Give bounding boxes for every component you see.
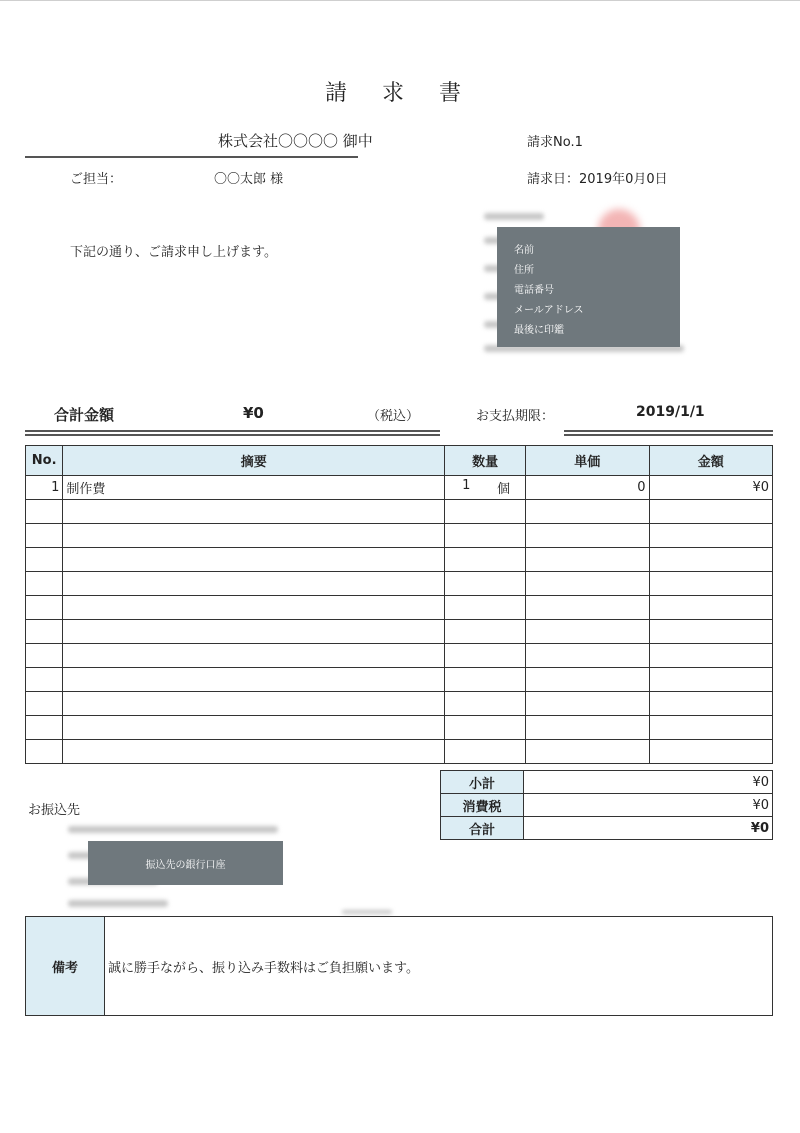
total-amount-label: 合計金額: [54, 406, 115, 424]
addressee-underline: [25, 156, 358, 158]
invoice-date: 請求日：2019年0月0日: [527, 172, 668, 187]
grand-total-value: ¥0: [524, 817, 773, 840]
tax-label: 消費税: [441, 794, 524, 817]
row-description: 制作費: [63, 476, 445, 500]
total-amount-value: ¥0: [243, 404, 264, 422]
table-row: [26, 524, 773, 548]
remarks-table: [25, 916, 773, 1016]
table-row: [26, 644, 773, 668]
items-table: [25, 445, 773, 764]
tax-included-note: （税込）: [367, 409, 420, 424]
header-amount: 金額: [649, 446, 772, 476]
row-qty-unit: 個: [497, 482, 511, 497]
subtotal-value: ¥0: [524, 771, 773, 794]
row-unit-price: 0: [526, 476, 649, 500]
table-row: [26, 668, 773, 692]
due-date-label: お支払期限：: [476, 409, 555, 424]
summary-table: [440, 770, 773, 840]
row-quantity: [445, 476, 526, 500]
header-description: 摘要: [63, 446, 445, 476]
table-row: [26, 548, 773, 572]
row-no: 1: [26, 476, 63, 500]
table-row: [26, 692, 773, 716]
subtotal-label: 小計: [441, 771, 524, 794]
total-double-underline: [25, 430, 440, 432]
header-quantity: 数量: [445, 446, 526, 476]
bank-label: お振込先: [28, 803, 81, 818]
row-amount: ¥0: [649, 476, 772, 500]
top-border: [0, 0, 800, 1]
due-double-underline: [564, 430, 773, 432]
table-row: [26, 572, 773, 596]
document-title: 請 求 書: [325, 81, 475, 106]
row-qty-value: 1: [462, 478, 471, 493]
table-row: [26, 740, 773, 764]
bank-redaction-box: [88, 841, 283, 885]
header-unit-price: 単価: [526, 446, 649, 476]
tax-value: ¥0: [524, 794, 773, 817]
issuer-phone-label: 電話番号: [514, 285, 554, 296]
lead-text: 下記の通り、ご請求申し上げます。: [70, 245, 277, 260]
issuer-name-label: 名前: [514, 245, 534, 256]
table-row: [26, 500, 773, 524]
invoice-number: 請求No.1: [527, 135, 583, 150]
issuer-address-label: 住所: [514, 265, 534, 276]
header-no: No.: [26, 446, 63, 476]
contact-name: 〇〇太郎 様: [214, 172, 284, 187]
issuer-seal-label: 最後に印鑑: [514, 325, 564, 336]
remarks-text: 誠に勝手ながら、振り込み手数料はご負担願います。: [105, 917, 773, 1016]
grand-total-label: 合計: [441, 817, 524, 840]
table-row: [26, 620, 773, 644]
issuer-redaction-box: [497, 227, 680, 347]
remarks-label: 備考: [26, 917, 105, 1016]
contact-label: ご担当：: [70, 172, 123, 187]
addressee: 株式会社〇〇〇〇 御中: [218, 132, 373, 150]
table-row: [26, 476, 773, 500]
due-date-value: 2019/1/1: [636, 404, 705, 420]
table-row: [26, 596, 773, 620]
bank-box-text: 振込先の銀行口座: [145, 860, 226, 871]
issuer-email-label: メールアドレス: [514, 305, 584, 316]
table-row: [26, 716, 773, 740]
